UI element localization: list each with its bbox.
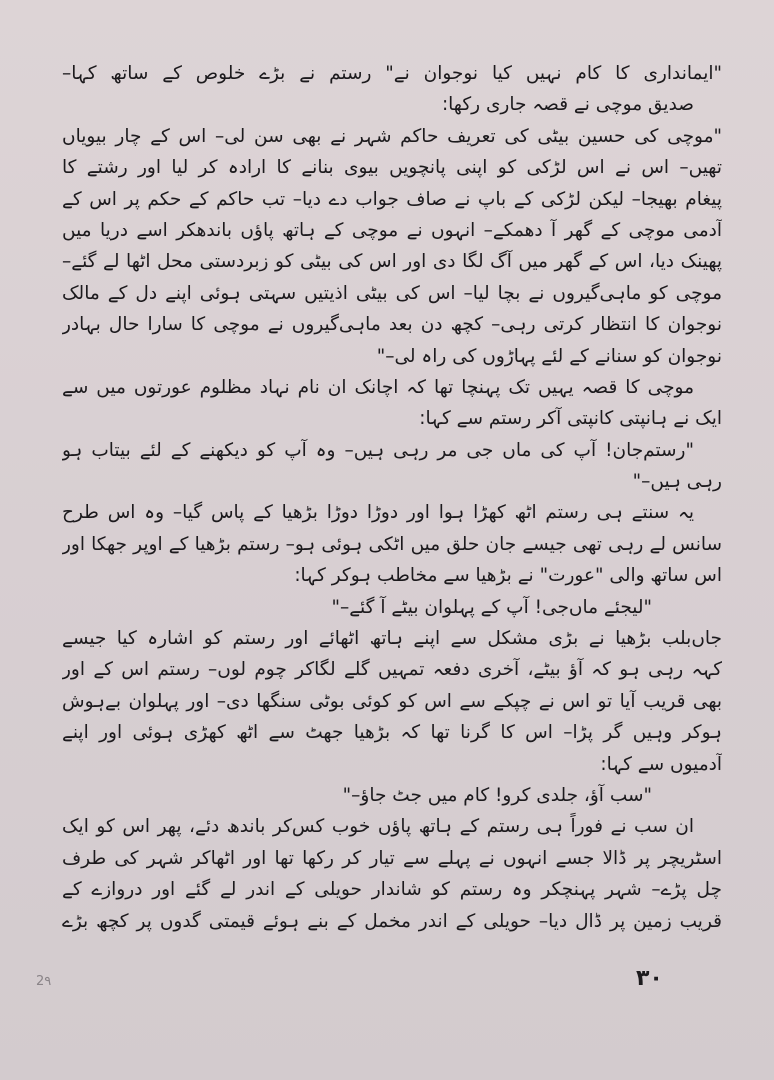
text-line: سانس لے رہی تھی جیسے جان حلق میں اٹکی ہوئی ہو– رستم بڑھیا کے اوپر جھکا اور — [62, 533, 722, 555]
text-line: رہی ہیں–" — [632, 471, 722, 493]
text-line: اسٹریچر پر ڈالا جسے انہوں نے پہلے سے تیار کر رکھا تھا اور اٹھاکر شہر کی طرف — [62, 847, 722, 869]
text-line: موچی کو ماہی‌گیروں نے بچا لیا– اس کی بیٹی اذیتیں سہتی ہوئی اپنے دل کے مالک — [62, 282, 722, 304]
text-line: ایک نے ہانپتی کانپتی آکر رستم سے کہا: — [419, 408, 722, 430]
text-line: کہہ رہی ہو کہ آؤ بیٹے، آخری دفعہ تمہیں گلے لگاکر چوم لوں– رستم اس کے اور — [62, 659, 722, 681]
text-line: "لیجئے ماں‌جی! آپ کے پہلوان بیٹے آ گئے–" — [331, 596, 652, 618]
text-line: صدیق موچی نے قصہ جاری رکھا: — [441, 94, 694, 116]
text-line: قریب زمین پر ڈال دیا– حویلی کے اندر مخمل کے بنے ہوئے قیمتی گدوں پر کچھ بڑے — [62, 910, 722, 932]
text-line: "ایمانداری کا کام نہیں کیا نوجوان نے" رستم نے بڑے خلوص کے ساتھ کہا– — [62, 63, 722, 84]
text-line: ان سب نے فوراً ہی رستم کے ہاتھ پاؤں خوب کس‌کر باندھ دئے، پھر اس کو ایک — [62, 816, 694, 838]
text-line: "رستم‌جان! آپ کی ماں جی مر رہی ہیں– وہ آپ کو دیکھنے کے لئے بیتاب ہو — [62, 439, 694, 461]
text-line: موچی کا قصہ یہیں تک پہنچا تھا کہ اچانک ان نام نہاد مظلوم عورتوں میں سے — [62, 376, 694, 398]
text-line: آدمی موچی کے گھر آ دھمکے– انہوں نے موچی کے ہاتھ پاؤں باندھکر اسے دریا میں — [62, 219, 722, 241]
text-line: نوجوان کو سنانے کے لئے پہاڑوں کی راہ لی–" — [376, 345, 722, 367]
text-line: پیغام بھیجا– لیکن لڑکی کے باپ نے صاف جواب دے دیا– تب حاکم کے حکم پر اس کے — [62, 188, 722, 210]
text-line: جاں‌بلب بڑھیا نے بڑی مشکل سے اپنے ہاتھ اٹھائے اور رستم کو اشارہ کیا جیسے — [62, 628, 722, 650]
text-line: پھینک دیا، اس کے گھر میں آگ لگا دی اور اس کی بیٹی کو زبردستی محل اٹھا لے گئے– — [62, 251, 722, 273]
text-line: آدمیوں سے کہا: — [600, 753, 722, 775]
text-line: "موچی کی حسین بیٹی کی تعریف حاکم شہر نے بھی سن لی– اس کے چار بیویاں — [62, 125, 722, 147]
text-line: یہ سنتے ہی رستم اٹھ کھڑا ہوا اور دوڑا دوڑا بڑھیا کے پاس گیا– وہ اس طرح — [62, 502, 694, 524]
text-line: تھیں– اس نے اس لڑکی کو اپنی پانچویں بیوی بنانے کا ارادہ کر لیا اور رشتے کا — [62, 157, 722, 179]
text-line: چل پڑے– شہر پہنچکر وہ رستم کو شاندار حویلی کے اندر لے گئے اور دروازے کے — [62, 879, 722, 901]
text-line: اس ساتھ والی "عورت" نے بڑھیا سے مخاطب ہوکر کہا: — [294, 565, 722, 587]
text-line: نوجوان کا انتظار کرتی رہی– کچھ دن بعد ماہی‌گیروں نے موچی کا سارا حال بہادر — [62, 314, 722, 336]
text-line: "سب آؤ، جلدی کرو! کام میں جٹ جاؤ–" — [342, 784, 652, 806]
footer-mark: 2۹ — [36, 974, 52, 989]
text-line: بھی قریب آیا تو اس نے چپکے سے اس کو کوئی بوٹی سنگھا دی– اور پہلوان بےہوش — [62, 690, 722, 712]
page-text — [62, 58, 722, 937]
page-number: ۳۰ — [636, 966, 663, 991]
text-line: ہوکر وہیں گر پڑا– اس کا گرنا تھا کہ بڑھیا جھٹ سے اٹھ کھڑی ہوئی اور اپنے — [62, 722, 722, 744]
